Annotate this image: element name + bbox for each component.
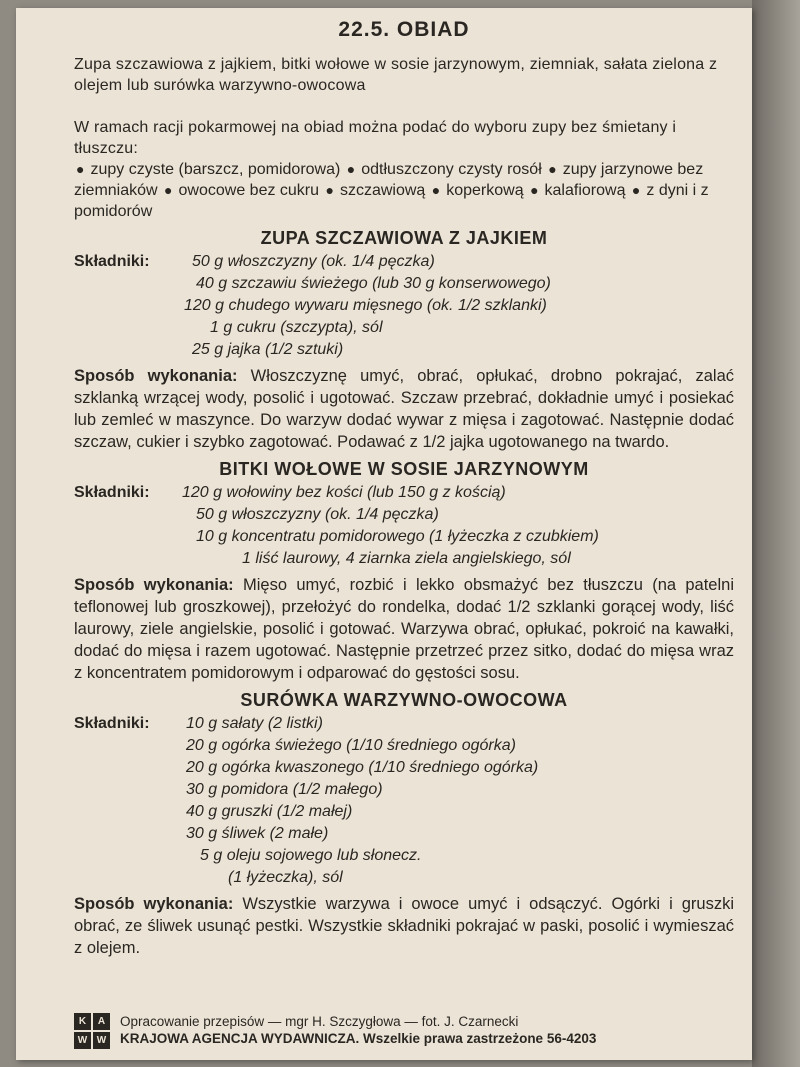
method-label: Sposób wykonania:: [74, 576, 234, 594]
method-text: Włoszczyznę umyć, obrać, opłukać, drobno pokrajać, zalać szklanką wrzącej wody, posolić i ugotować. Szczaw przebrać, dokładnie umyć i posiekać lub zemleć w maszynce. Do warzyw dodać wywar z mięsa i zagotować. Następnie dodać szczaw, cukier i szybko zagotować. Podawać z 1/2 jajka ugotowanego na twardo.: [74, 367, 734, 451]
soup-option: z dyni i z pomidorów: [74, 182, 709, 220]
ingredient-item: 25 g jajka (1/2 sztuki): [192, 341, 344, 358]
bullet-icon: ●: [530, 182, 539, 198]
ingredients-label: Składniki:: [74, 253, 150, 270]
ingredient-item: 50 g włoszczyzny (ok. 1/4 pęczka): [192, 253, 435, 270]
background-shadow: [752, 0, 800, 1067]
bullet-icon: ●: [76, 161, 85, 177]
ingredient-item: 30 g pomidora (1/2 małego): [186, 781, 383, 798]
ingredient-item: 10 g sałaty (2 listki): [186, 715, 323, 732]
method-label: Sposób wykonania:: [74, 895, 234, 913]
logo-letter: W: [93, 1032, 110, 1049]
card-content: [74, 18, 734, 959]
ingredient-item: 10 g koncentratu pomidorowego (1 łyżeczka z czubkiem): [196, 528, 599, 545]
ingredient-item: 120 g wołowiny bez kości (lub 150 g z kością): [182, 484, 506, 501]
ingredient-item: (1 łyżeczka), sól: [228, 869, 343, 886]
ingredients-label: Składniki:: [74, 715, 150, 732]
ingredient-item: 20 g ogórka świeżego (1/10 średniego ogórka): [186, 737, 516, 754]
soup-option: odtłuszczony czysty rosół: [361, 161, 542, 178]
ingredient-item: 20 g ogórka kwaszonego (1/10 średniego ogórka): [186, 759, 539, 776]
bullet-icon: ●: [631, 182, 641, 198]
soup-option: zupy jarzynowe bez ziemniaków: [74, 161, 704, 199]
logo-letter: W: [74, 1032, 91, 1049]
ingredient-item: 30 g śliwek (2 małe): [186, 825, 329, 842]
ingredient-item: 40 g szczawiu świeżego (lub 30 g konserwowego): [196, 275, 551, 292]
bullet-icon: ●: [548, 161, 557, 177]
ingredient-item: 1 g cukru (szczypta), sól: [210, 319, 383, 336]
recipe-title-salad: SURÓWKA WARZYWNO-OWOCOWA: [240, 690, 568, 710]
ingredients-salad: [74, 713, 734, 889]
soup-choice-text: W ramach racji pokarmowej na obiad można podać do wyboru zupy bez śmietany i tłuszczu:: [74, 119, 677, 157]
ingredients-beef: [74, 482, 734, 570]
bullet-icon: ●: [164, 182, 173, 198]
soup-option: owocowe bez cukru: [178, 182, 320, 199]
soup-options: [74, 159, 734, 222]
soup-option: zupy czyste (barszcz, pomidorowa): [90, 161, 341, 178]
logo-letter: K: [74, 1013, 91, 1030]
credits-line: Opracowanie przepisów — mgr H. Szczygłowa — fot. J. Czarnecki: [120, 1014, 519, 1029]
soup-option: koperkową: [446, 182, 524, 199]
recipe-title-soup: ZUPA SZCZAWIOWA Z JAJKIEM: [260, 228, 548, 248]
logo-letter: A: [93, 1013, 110, 1030]
menu-summary: Zupa szczawiowa z jajkiem, bitki wołowe w sosie jarzynowym, ziemniak, sałata zielona z olejem lub surówka warzywno-owocowa: [74, 56, 718, 94]
ingredient-item: 1 liść laurowy, 4 ziarnka ziela angielskiego, sól: [242, 550, 571, 567]
ingredient-item: 50 g włoszczyzny (ok. 1/4 pęczka): [196, 506, 439, 523]
ingredients-soup: [74, 251, 734, 361]
ingredient-item: 5 g oleju sojowego lub słonecz.: [200, 847, 422, 864]
recipe-card: [16, 8, 752, 1060]
soup-option: szczawiową: [339, 182, 426, 199]
page-title: 22.5. OBIAD: [338, 18, 470, 41]
ingredient-item: 120 g chudego wywaru mięsnego (ok. 1/2 szklanki): [184, 297, 547, 314]
method-label: Sposób wykonania:: [74, 367, 238, 385]
method-text: Wszystkie warzywa i owoce umyć i odsączyć. Ogórki i gruszki obrać, ze śliwek usunąć pestki. Wszystkie składniki pokrajać w paski, posolić i wymieszać z olejem.: [74, 895, 735, 957]
ingredients-label: Składniki:: [74, 484, 150, 501]
method-beef: [74, 574, 734, 684]
soup-option: kalafiorową: [544, 182, 626, 199]
copyright-line: KRAJOWA AGENCJA WYDAWNICZA. Wszelkie prawa zastrzeżone 56-4203: [120, 1031, 597, 1046]
footer-text: [120, 1013, 596, 1047]
bullet-icon: ●: [431, 182, 441, 198]
bullet-icon: ●: [325, 182, 334, 198]
method-salad: [74, 893, 734, 959]
recipe-title-beef: BITKI WOŁOWE W SOSIE JARZYNOWYM: [219, 459, 589, 479]
method-soup: [74, 365, 734, 453]
ingredient-item: 40 g gruszki (1/2 małej): [186, 803, 353, 820]
publisher-footer: [74, 1013, 734, 1047]
publisher-logo: [74, 1013, 110, 1047]
bullet-icon: ●: [346, 161, 356, 177]
method-text: Mięso umyć, rozbić i lekko obsmażyć bez tłuszczu (na patelni teflonowej lub groszkowej), przełożyć do rondelka, dodać 1/2 szklanki gorącej wody, liść laurowy, ziele angielskie, posolić i gotować. Warzywa obrać, opłukać, pokroić na kawałki, dodać do mięsa i razem ugotować. Następnie przetrzeć przez sitko, dodać do mięsa wraz z koncentratem pomidorowym i odparować do gęstości sosu.: [74, 576, 734, 682]
